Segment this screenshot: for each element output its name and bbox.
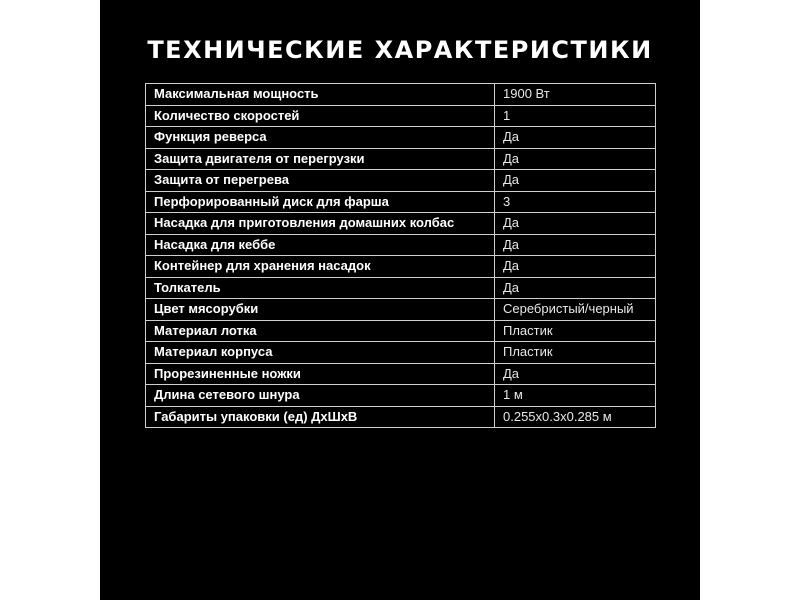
table-row (146, 234, 656, 256)
table-row (146, 213, 656, 235)
spec-label: Защита от перегрева (146, 170, 495, 192)
table-row (146, 170, 656, 192)
table-row (146, 363, 656, 385)
table-row (146, 191, 656, 213)
spec-sheet (100, 0, 700, 600)
spec-value: 3 (495, 191, 656, 213)
table-row (146, 385, 656, 407)
spec-value: Да (495, 234, 656, 256)
spec-label: Количество скоростей (146, 105, 495, 127)
page-title: ТЕХНИЧЕСКИЕ ХАРАКТЕРИСТИКИ (147, 36, 653, 64)
spec-label: Толкатель (146, 277, 495, 299)
table-row (146, 127, 656, 149)
spec-label: Длина сетевого шнура (146, 385, 495, 407)
spec-value: Серебристый/черный (495, 299, 656, 321)
table-row (146, 320, 656, 342)
spec-label: Перфорированный диск для фарша (146, 191, 495, 213)
spec-label: Насадка для кеббе (146, 234, 495, 256)
spec-label: Прорезиненные ножки (146, 363, 495, 385)
spec-label: Материал лотка (146, 320, 495, 342)
spec-value: Пластик (495, 342, 656, 364)
table-row (146, 256, 656, 278)
spec-value: Пластик (495, 320, 656, 342)
spec-value: Да (495, 127, 656, 149)
spec-label: Функция реверса (146, 127, 495, 149)
spec-value: Да (495, 256, 656, 278)
table-row (146, 84, 656, 106)
table-row (146, 105, 656, 127)
spec-label: Габариты упаковки (ед) ДхШхВ (146, 406, 495, 428)
spec-value: Да (495, 213, 656, 235)
spec-label: Защита двигателя от перегрузки (146, 148, 495, 170)
specs-table (145, 83, 656, 428)
spec-value: Да (495, 148, 656, 170)
table-row (146, 148, 656, 170)
spec-value: Да (495, 170, 656, 192)
spec-label: Контейнер для хранения насадок (146, 256, 495, 278)
spec-value: Да (495, 363, 656, 385)
table-row (146, 406, 656, 428)
spec-label: Материал корпуса (146, 342, 495, 364)
table-row (146, 277, 656, 299)
table-row (146, 342, 656, 364)
spec-label: Максимальная мощность (146, 84, 495, 106)
spec-label: Насадка для приготовления домашних колбас (146, 213, 495, 235)
spec-value: 1 (495, 105, 656, 127)
spec-value: 0.255x0.3x0.285 м (495, 406, 656, 428)
spec-label: Цвет мясорубки (146, 299, 495, 321)
table-row (146, 299, 656, 321)
spec-value: Да (495, 277, 656, 299)
spec-value: 1900 Вт (495, 84, 656, 106)
spec-value: 1 м (495, 385, 656, 407)
